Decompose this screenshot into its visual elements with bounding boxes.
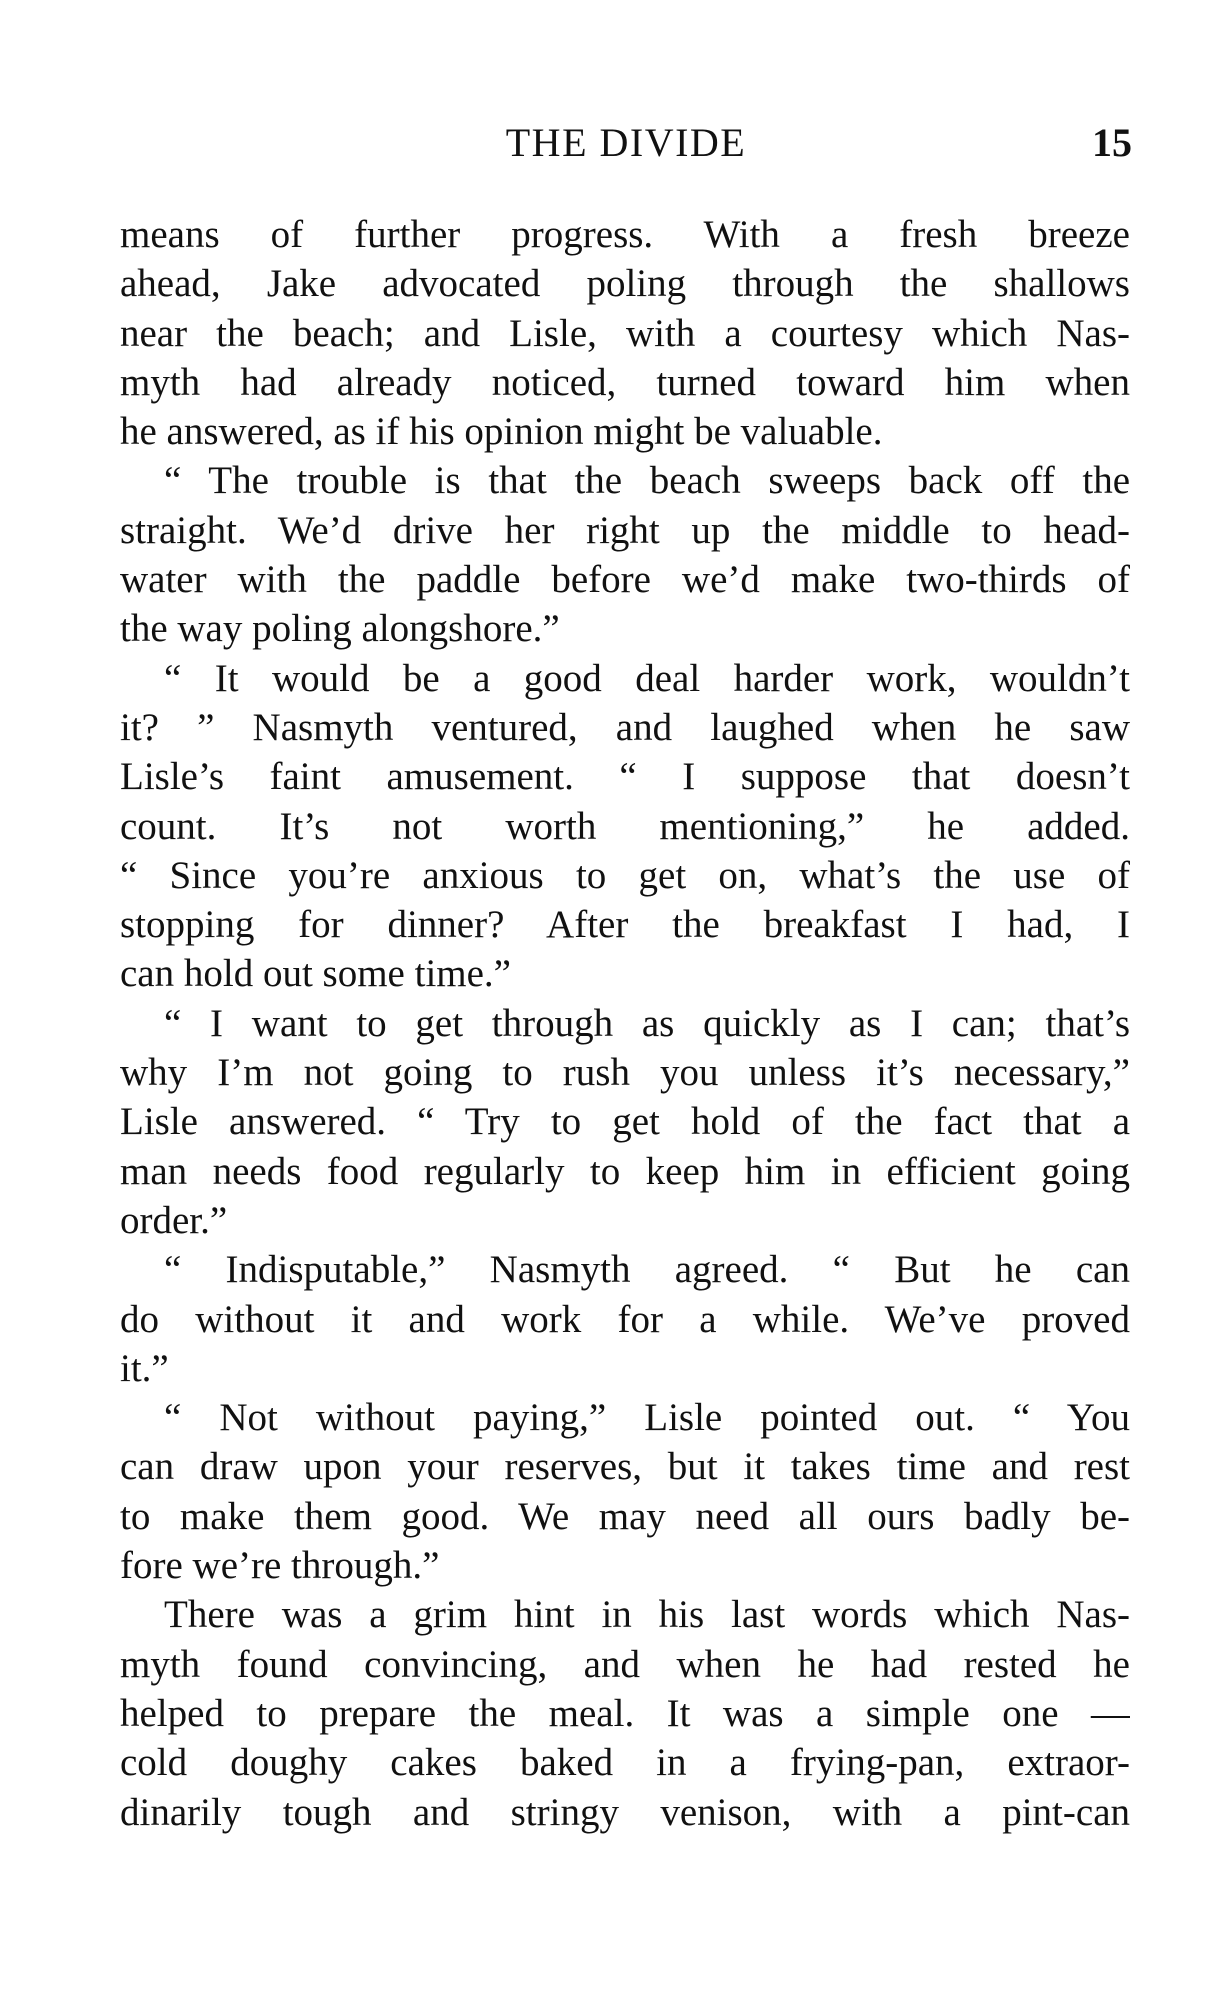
running-head-title: THE DIVIDE — [505, 120, 747, 165]
body-text — [120, 210, 1130, 1837]
text-line: “ Since you’re anxious to get on, what’s the use of — [120, 853, 1130, 897]
text-line: cold doughy cakes baked in a frying-pan, extraor- — [120, 1741, 1130, 1785]
text-line: means of further progress. With a fresh breeze — [120, 213, 1130, 256]
text-line: do without it and work for a while. We’ve proved — [120, 1297, 1130, 1341]
text-line: Lisle answered. “ Try to get hold of the fact that a — [120, 1100, 1130, 1144]
text-line: can draw upon your reserves, but it takes time and rest — [120, 1445, 1130, 1489]
text-line: to make them good. We may need all ours badly be- — [120, 1494, 1130, 1538]
text-line: Lisle’s faint amusement. “ I suppose that doesn’t — [120, 755, 1130, 799]
text-line: fore we’re through.” — [120, 1544, 440, 1588]
text-line: “ It would be a good deal harder work, wouldn’t — [164, 656, 1130, 700]
text-line: order.” — [120, 1198, 228, 1242]
text-line: myth found convincing, and when he had rested he — [120, 1642, 1130, 1686]
text-line: “ The trouble is that the beach sweeps back off the — [164, 459, 1130, 503]
text-line: dinarily tough and stringy venison, with a pint-can — [120, 1790, 1130, 1834]
text-line: helped to prepare the meal. It was a simple one — — [120, 1691, 1130, 1735]
text-line: straight. We’d drive her right up the middle to head- — [120, 508, 1130, 552]
text-line: count. It’s not worth mentioning,” he added. — [120, 804, 1130, 848]
text-line: why I’m not going to rush you unless it’s necessary,” — [120, 1051, 1130, 1095]
text-line: ahead, Jake advocated poling through the shallows — [120, 262, 1130, 306]
text-line: There was a grim hint in his last words which Nas- — [164, 1593, 1130, 1637]
text-line: myth had already noticed, turned toward him when — [120, 360, 1130, 404]
text-line: he answered, as if his opinion might be valuable. — [120, 410, 883, 454]
text-line: “ Indisputable,” Nasmyth agreed. “ But he can — [164, 1248, 1130, 1292]
text-line: the way poling alongshore.” — [120, 607, 560, 651]
text-line: stopping for dinner? After the breakfast I had, I — [120, 903, 1130, 947]
running-head — [120, 118, 1132, 168]
text-line: man needs food regularly to keep him in efficient going — [120, 1149, 1130, 1193]
text-line: near the beach; and Lisle, with a courtesy which Nas- — [120, 311, 1130, 355]
text-line: water with the paddle before we’d make two-thirds of — [120, 558, 1130, 602]
page-number: 15 — [1092, 120, 1132, 165]
text-line: it.” — [120, 1346, 169, 1390]
text-line: it? ” Nasmyth ventured, and laughed when he saw — [120, 705, 1130, 749]
text-line: “ Not without paying,” Lisle pointed out. “ You — [164, 1396, 1130, 1440]
text-line: “ I want to get through as quickly as I can; that’s — [164, 1001, 1130, 1045]
text-line: can hold out some time.” — [120, 952, 511, 996]
